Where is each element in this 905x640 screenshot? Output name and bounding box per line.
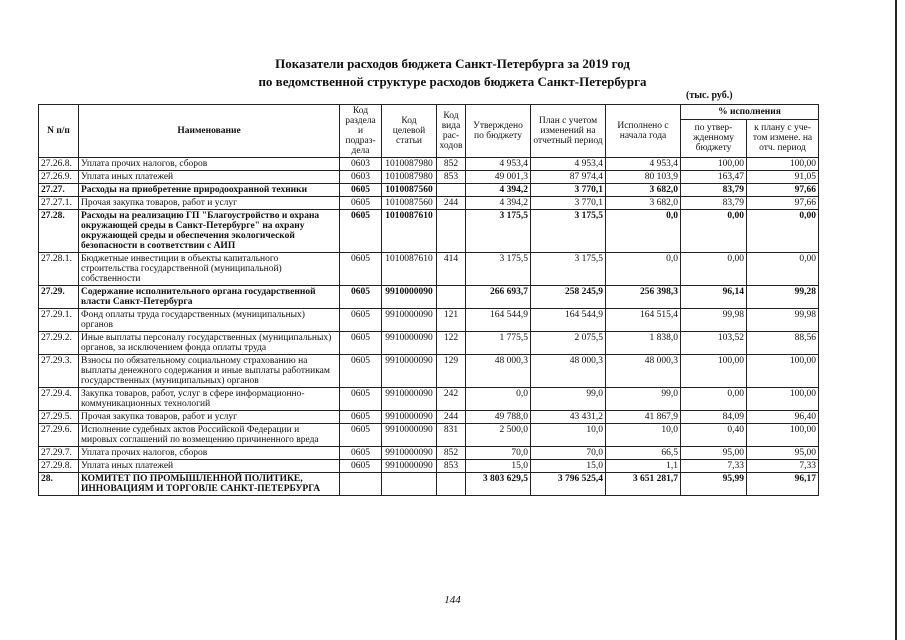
row-name: Содержание исполнительного органа государственной власти Санкт-Петербурга: [79, 286, 340, 309]
row-executed: 3 682,0: [606, 197, 681, 210]
row-pct-budget: 100,00: [681, 158, 747, 171]
row-expense-type-code: 242: [437, 388, 466, 411]
row-executed: 10,0: [606, 424, 681, 447]
row-section-code: 0605: [340, 210, 382, 253]
row-expense-type-code: 853: [437, 460, 466, 473]
row-name: Иные выплаты персоналу государственных (муниципальных) органов, за исключением фонда оплаты труда: [79, 332, 340, 355]
row-executed: 66,5: [606, 447, 681, 460]
row-pct-plan: 100,00: [747, 158, 819, 171]
row-pct-plan: 97,66: [747, 197, 819, 210]
table-row: [39, 447, 819, 460]
row-approved: 4 394,2: [466, 197, 531, 210]
row-approved: 3 803 629,5: [466, 473, 531, 496]
row-approved: 0,0: [466, 388, 531, 411]
expenditure-table: [38, 104, 819, 496]
row-target-code: 9910000090: [382, 286, 437, 309]
row-plan: 3 770,1: [531, 184, 606, 197]
table-row: [39, 158, 819, 171]
row-expense-type-code: 244: [437, 411, 466, 424]
header-section-code: Код раздела и подраз-дела: [340, 105, 382, 158]
row-expense-type-code: [437, 210, 466, 253]
row-expense-type-code: 853: [437, 171, 466, 184]
row-plan: 3 175,5: [531, 210, 606, 253]
row-name: Уплата прочих налогов, сборов: [79, 447, 340, 460]
row-approved: 2 500,0: [466, 424, 531, 447]
page-edge-border: [895, 0, 897, 640]
row-pct-plan: 100,00: [747, 355, 819, 388]
row-approved: 49 001,3: [466, 171, 531, 184]
row-name: Прочая закупка товаров, работ и услуг: [79, 197, 340, 210]
row-executed: 256 398,3: [606, 286, 681, 309]
row-section-code: 0605: [340, 411, 382, 424]
row-section-code: 0605: [340, 309, 382, 332]
row-target-code: 9910000090: [382, 309, 437, 332]
row-section-code: 0605: [340, 253, 382, 286]
row-plan: 48 000,3: [531, 355, 606, 388]
row-num: 27.29.5.: [39, 411, 79, 424]
row-approved: 4 394,2: [466, 184, 531, 197]
header-pct-budget: по утвер-жденному бюджету: [681, 119, 747, 157]
row-expense-type-code: 122: [437, 332, 466, 355]
row-pct-plan: 96,40: [747, 411, 819, 424]
row-section-code: 0605: [340, 460, 382, 473]
row-num: 27.29.7.: [39, 447, 79, 460]
row-target-code: 9910000090: [382, 332, 437, 355]
table-row: [39, 424, 819, 447]
row-target-code: 9910000090: [382, 460, 437, 473]
row-pct-plan: 97,66: [747, 184, 819, 197]
table-row: [39, 210, 819, 253]
row-pct-plan: 99,28: [747, 286, 819, 309]
row-name: Расходы на реализацию ГП "Благоустройство и охрана окружающей среды в Санкт-Петербурге" на охрану окружающей среды и обеспечения экологической безопасности в соответствии с АИП: [79, 210, 340, 253]
table-row: [39, 197, 819, 210]
row-pct-plan: 99,98: [747, 309, 819, 332]
row-executed: 0,0: [606, 253, 681, 286]
report-title-line1: Показатели расходов бюджета Санкт-Петербурга за 2019 год: [275, 56, 630, 71]
row-section-code: 0605: [340, 286, 382, 309]
row-pct-budget: 0,40: [681, 424, 747, 447]
row-num: 27.29.1.: [39, 309, 79, 332]
row-approved: 15,0: [466, 460, 531, 473]
row-expense-type-code: 244: [437, 197, 466, 210]
row-target-code: 9910000090: [382, 447, 437, 460]
row-pct-budget: 99,98: [681, 309, 747, 332]
row-section-code: [340, 473, 382, 496]
row-approved: 266 693,7: [466, 286, 531, 309]
row-pct-plan: 95,00: [747, 447, 819, 460]
row-pct-budget: 83,79: [681, 184, 747, 197]
row-pct-budget: 83,79: [681, 197, 747, 210]
header-pct-group: % исполнения: [681, 105, 819, 120]
row-pct-plan: 96,17: [747, 473, 819, 496]
row-pct-budget: 163,47: [681, 171, 747, 184]
row-pct-budget: 0,00: [681, 388, 747, 411]
row-executed: 99,0: [606, 388, 681, 411]
header-pct-plan: к плану с уче-том измене. на отч. период: [747, 119, 819, 157]
header-expense-type-code: Код вида рас-ходов: [437, 105, 466, 158]
row-expense-type-code: 831: [437, 424, 466, 447]
row-name: Исполнение судебных актов Российской Федерации и мировых соглашений по возмещению причиненного вреда: [79, 424, 340, 447]
row-executed: 1 838,0: [606, 332, 681, 355]
table-row: [39, 171, 819, 184]
row-approved: 48 000,3: [466, 355, 531, 388]
row-approved: 3 175,5: [466, 210, 531, 253]
row-executed: 48 000,3: [606, 355, 681, 388]
table-row: [39, 286, 819, 309]
row-pct-plan: 100,00: [747, 388, 819, 411]
row-num: 28.: [39, 473, 79, 496]
row-plan: 2 075,5: [531, 332, 606, 355]
header-num: N п/п: [39, 105, 79, 158]
row-pct-budget: 100,00: [681, 355, 747, 388]
row-num: 27.29.6.: [39, 424, 79, 447]
table-row: [39, 460, 819, 473]
row-pct-budget: 7,33: [681, 460, 747, 473]
row-executed: 3 682,0: [606, 184, 681, 197]
header-name: Наименование: [79, 105, 340, 158]
row-pct-budget: 95,00: [681, 447, 747, 460]
row-pct-budget: 95,99: [681, 473, 747, 496]
row-executed: 41 867,9: [606, 411, 681, 424]
row-pct-plan: 7,33: [747, 460, 819, 473]
row-expense-type-code: 121: [437, 309, 466, 332]
row-num: 27.29.3.: [39, 355, 79, 388]
row-target-code: 1010087560: [382, 184, 437, 197]
header-target-code: Код целевой статьи: [382, 105, 437, 158]
row-executed: 4 953,4: [606, 158, 681, 171]
row-approved: 164 544,9: [466, 309, 531, 332]
row-name: Фонд оплаты труда государственных (муниципальных) органов: [79, 309, 340, 332]
row-section-code: 0605: [340, 447, 382, 460]
row-pct-plan: 0,00: [747, 253, 819, 286]
row-section-code: 0605: [340, 355, 382, 388]
row-name: Уплата иных платежей: [79, 460, 340, 473]
row-plan: 258 245,9: [531, 286, 606, 309]
row-num: 27.27.: [39, 184, 79, 197]
header-executed: Исполнено с начала года: [606, 105, 681, 158]
row-section-code: 0605: [340, 332, 382, 355]
row-executed: 164 515,4: [606, 309, 681, 332]
row-target-code: 9910000090: [382, 411, 437, 424]
row-expense-type-code: [437, 184, 466, 197]
row-pct-plan: 0,00: [747, 210, 819, 253]
row-expense-type-code: [437, 286, 466, 309]
row-pct-budget: 0,00: [681, 210, 747, 253]
row-num: 27.29.2.: [39, 332, 79, 355]
table-row: [39, 388, 819, 411]
row-target-code: [382, 473, 437, 496]
table-row: [39, 184, 819, 197]
row-section-code: 0605: [340, 424, 382, 447]
row-target-code: 9910000090: [382, 424, 437, 447]
row-target-code: 1010087560: [382, 197, 437, 210]
row-section-code: 0605: [340, 388, 382, 411]
row-num: 27.29.4.: [39, 388, 79, 411]
table-row: [39, 473, 819, 496]
row-approved: 70,0: [466, 447, 531, 460]
row-name: Расходы на приобретение природоохранной техники: [79, 184, 340, 197]
row-pct-plan: 91,05: [747, 171, 819, 184]
row-name: Бюджетные инвестиции в объекты капитального строительства государственной (муниципальной) собственности: [79, 253, 340, 286]
row-target-code: 1010087610: [382, 253, 437, 286]
table-row: [39, 411, 819, 424]
row-plan: 70,0: [531, 447, 606, 460]
row-pct-budget: 96,14: [681, 286, 747, 309]
row-target-code: 9910000090: [382, 388, 437, 411]
row-executed: 3 651 281,7: [606, 473, 681, 496]
row-approved: 4 953,4: [466, 158, 531, 171]
row-approved: 3 175,5: [466, 253, 531, 286]
row-name: Уплата прочих налогов, сборов: [79, 158, 340, 171]
row-plan: 164 544,9: [531, 309, 606, 332]
row-expense-type-code: 852: [437, 158, 466, 171]
row-name: Взносы по обязательному социальному страхованию на выплаты денежного содержания и иные выплаты работникам государственных (муниципальных) органов: [79, 355, 340, 388]
table-header: [39, 105, 819, 158]
row-name: Уплата иных платежей: [79, 171, 340, 184]
row-target-code: 1010087610: [382, 210, 437, 253]
units-label: (тыс. руб.): [686, 90, 733, 101]
row-pct-budget: 0,00: [681, 253, 747, 286]
row-target-code: 9910000090: [382, 355, 437, 388]
row-name: Закупка товаров, работ, услуг в сфере информационно-коммуникационных технологий: [79, 388, 340, 411]
row-plan: 4 953,4: [531, 158, 606, 171]
row-num: 27.29.8.: [39, 460, 79, 473]
row-pct-plan: 100,00: [747, 424, 819, 447]
row-plan: 3 175,5: [531, 253, 606, 286]
row-target-code: 1010087980: [382, 158, 437, 171]
row-executed: 0,0: [606, 210, 681, 253]
row-section-code: 0605: [340, 197, 382, 210]
row-plan: 99,0: [531, 388, 606, 411]
row-expense-type-code: [437, 473, 466, 496]
header-plan: План с учетом изменений на отчетный период: [531, 105, 606, 158]
row-plan: 87 974,4: [531, 171, 606, 184]
row-section-code: 0603: [340, 171, 382, 184]
report-title-line2: по ведомственной структуре расходов бюджета Санкт-Петербурга: [258, 74, 647, 89]
row-plan: 10,0: [531, 424, 606, 447]
row-num: 27.27.1.: [39, 197, 79, 210]
page-number: 144: [444, 594, 461, 606]
row-num: 27.26.8.: [39, 158, 79, 171]
row-expense-type-code: 852: [437, 447, 466, 460]
row-executed: 80 103,9: [606, 171, 681, 184]
table-row: [39, 332, 819, 355]
row-pct-budget: 103,52: [681, 332, 747, 355]
row-plan: 15,0: [531, 460, 606, 473]
row-plan: 43 431,2: [531, 411, 606, 424]
row-pct-budget: 84,09: [681, 411, 747, 424]
header-approved: Утверждено по бюджету: [466, 105, 531, 158]
row-num: 27.29.: [39, 286, 79, 309]
row-approved: 1 775,5: [466, 332, 531, 355]
row-section-code: 0605: [340, 184, 382, 197]
table-row: [39, 253, 819, 286]
row-name: КОМИТЕТ ПО ПРОМЫШЛЕННОЙ ПОЛИТИКЕ, ИННОВАЦИЯМ И ТОРГОВЛЕ САНКТ-ПЕТЕРБУРГА: [79, 473, 340, 496]
row-pct-plan: 88,56: [747, 332, 819, 355]
row-target-code: 1010087980: [382, 171, 437, 184]
row-num: 27.26.9.: [39, 171, 79, 184]
row-expense-type-code: 414: [437, 253, 466, 286]
row-num: 27.28.: [39, 210, 79, 253]
row-name: Прочая закупка товаров, работ и услуг: [79, 411, 340, 424]
row-num: 27.28.1.: [39, 253, 79, 286]
row-executed: 1,1: [606, 460, 681, 473]
row-approved: 49 788,0: [466, 411, 531, 424]
table-row: [39, 355, 819, 388]
row-expense-type-code: 129: [437, 355, 466, 388]
row-plan: 3 770,1: [531, 197, 606, 210]
table-row: [39, 309, 819, 332]
table-body: [39, 158, 819, 496]
row-plan: 3 796 525,4: [531, 473, 606, 496]
row-section-code: 0603: [340, 158, 382, 171]
